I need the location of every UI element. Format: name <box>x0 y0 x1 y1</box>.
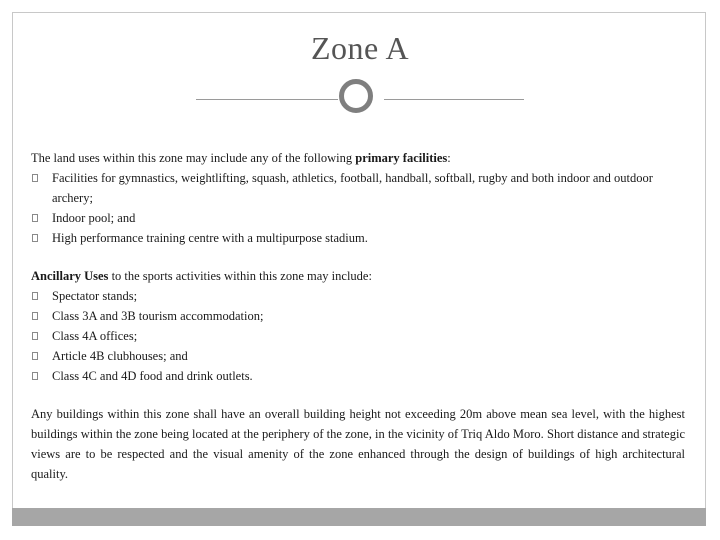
bullet-icon <box>32 352 38 360</box>
primary-facilities-label: primary facilities <box>355 151 448 165</box>
list-item: Spectator stands; <box>31 286 685 306</box>
title-divider-right <box>384 99 524 100</box>
circle-ornament-icon <box>339 79 373 113</box>
ancillary-uses-list <box>31 286 685 386</box>
height-regulation-paragraph: Any buildings within this zone shall have an overall building height not exceeding 20m above mean sea level, with the highest buildings within the zone being located at the periphery of the zone, in the vicinity of Triq Aldo Moro. Short distance and strategic views are to be respected and the visual amenity of the zone enhanced through the design of buildings of high architectural quality. <box>31 407 685 481</box>
slide-title: Zone A <box>310 30 410 66</box>
title-divider-left <box>196 99 338 100</box>
list-item: Class 4A offices; <box>31 326 685 346</box>
bullet-icon <box>32 292 38 300</box>
footer-bar <box>12 508 706 526</box>
list-item: High performance training centre with a multipurpose stadium. <box>31 228 685 248</box>
bullet-icon <box>32 312 38 320</box>
list-item: Article 4B clubhouses; and <box>31 346 685 366</box>
list-item: Indoor pool; and <box>31 208 685 228</box>
slide-body <box>31 148 685 484</box>
ancillary-intro: Ancillary Uses to the sports activities within this zone may include: <box>31 269 372 283</box>
ancillary-uses-label: Ancillary Uses <box>31 269 109 283</box>
bullet-icon <box>32 332 38 340</box>
list-item: Class 3A and 3B tourism accommodation; <box>31 306 685 326</box>
list-item: Class 4C and 4D food and drink outlets. <box>31 366 685 386</box>
list-item: Facilities for gymnastics, weightlifting, squash, athletics, football, handball, softball, rugby and both indoor and outdoor archery; <box>31 168 685 208</box>
primary-intro: The land uses within this zone may include any of the following primary facilities: <box>31 151 451 165</box>
bullet-icon <box>32 174 38 182</box>
bullet-icon <box>32 372 38 380</box>
primary-facilities-list <box>31 168 685 248</box>
bullet-icon <box>32 234 38 242</box>
bullet-icon <box>32 214 38 222</box>
